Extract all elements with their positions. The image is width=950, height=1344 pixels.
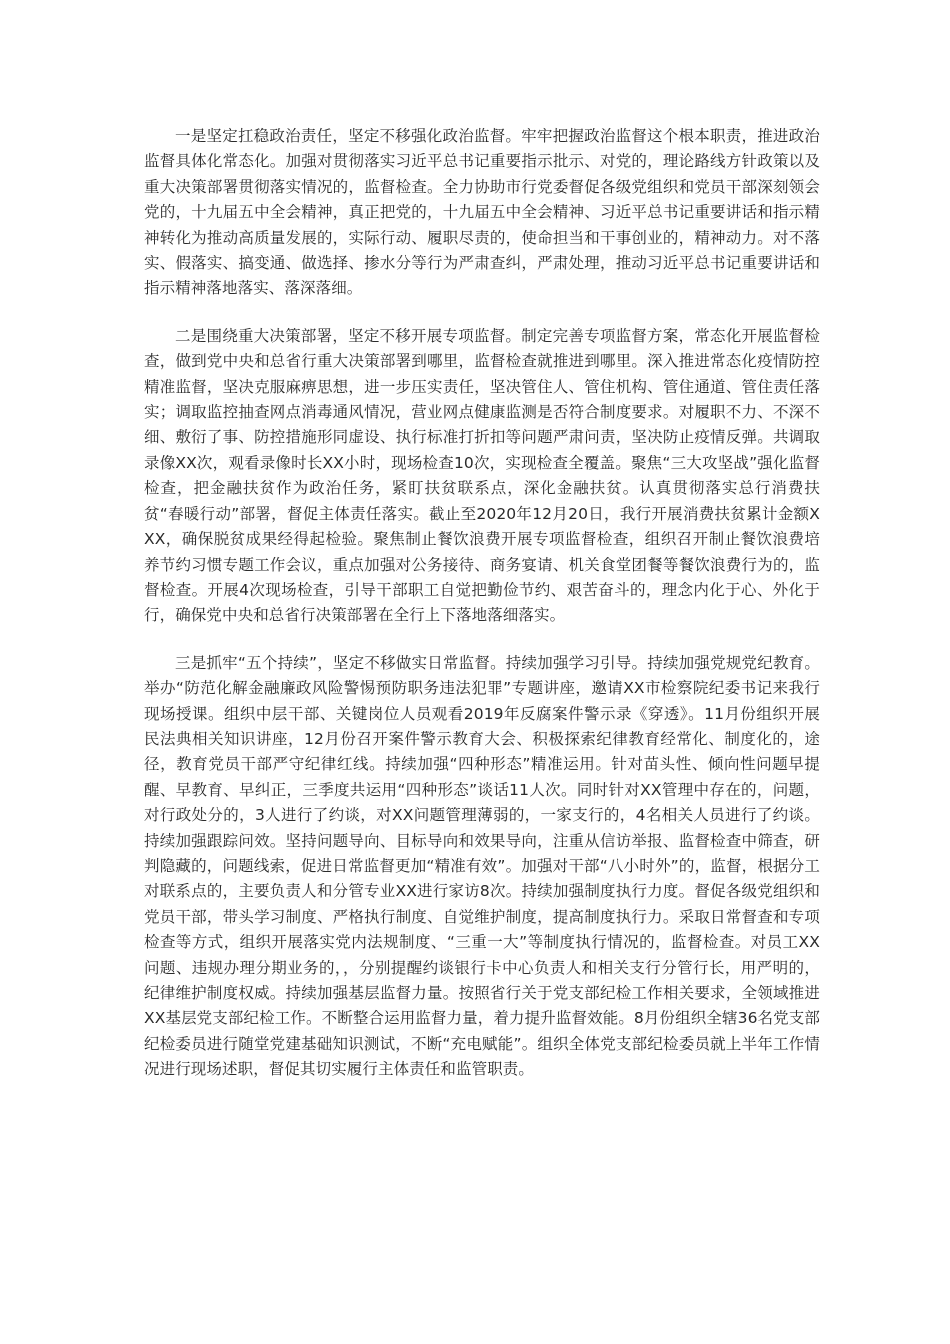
document-body — [144, 124, 820, 1105]
paragraph-political-supervision: 一是坚定扛稳政治责任，坚定不移强化政治监督。牢牢把握政治监督这个根本职责，推进政治监督具体化常态化。加强对贯彻落实习近平总书记重要指示批示、对党的，理论路线方针政策以及重大决策部署贯彻落实情况的，监督检查。全力协助市行党委督促各级党组织和党员干部深刻领会党的，十九届五中全会精神，真正把党的，十九届五中全会精神、习近平总书记重要讲话和指示精神转化为推动高质量发展的，实际行动、履职尽责的，使命担当和干事创业的，精神动力。对不落实、假落实、搞变通、做选择、掺水分等行为严肃查纠，严肃处理，推动习近平总书记重要讲话和指示精神落地落实、落深落细。 — [144, 127, 820, 298]
paragraph-daily-supervision: 三是抓牢“五个持续”，坚定不移做实日常监督。持续加强学习引导。持续加强党规党纪教育。举办“防范化解金融廉政风险警惕预防职务违法犯罪”专题讲座，邀请XX市检察院纪委书记来我行现场授课。组织中层干部、关键岗位人员观看2019年反腐案件警示录《穿透》。11月份组织开展民法典相关知识讲座，12月份召开案件警示教育大会、积极探索纪律教育经常化、制度化的，途径，教育党员干部严守纪律红线。持续加强“四种形态”精准运用。针对苗头性、倾向性问题早提醒、早教育、早纠正，三季度共运用“四种形态”谈话11人次。同时针对XX管理中存在的，问题，对行政处分的，3人进行了约谈，对XX问题管理薄弱的，一家支行的，4名相关人员进行了约谈。持续加强跟踪问效。坚持问题导向、目标导向和效果导向，注重从信访举报、监督检查中筛查，研判隐藏的，问题线索，促进日常监督更加“精准有效”。加强对干部“八小时外”的，监督，根据分工对联系点的，主要负责人和分管专业XX进行家访8次。持续加强制度执行力度。督促各级党组织和党员干部，带头学习制度、严格执行制度、自觉维护制度，提高制度执行力。采取日常督查和专项检查等方式，组织开展落实党内法规制度、“三重一大”等制度执行情况的，监督检查。对员工XX问题、违规办理分期业务的，，分别提醒约谈银行卡中心负责人和相关支行分管行长，用严明的，纪律维护制度权威。持续加强基层监督力量。按照省行关于党支部纪检工作相关要求，全领域推进XX基层党支部纪检工作。不断整合运用监督力量，着力提升监督效能。8月份组织全辖36名党支部纪检委员进行随堂党建基础知识测试，不断“充电赋能”。组织全体党支部纪检委员就上半年工作情况进行现场述职，督促其切实履行主体责任和监管职责。 — [144, 653, 820, 1079]
paragraph-special-supervision: 二是围绕重大决策部署，坚定不移开展专项监督。制定完善专项监督方案，常态化开展监督检查，做到党中央和总省行重大决策部署到哪里，监督检查就推进到哪里。深入推进常态化疫情防控精准监督，坚决克服麻痹思想，进一步压实责任，坚决管住人、管住机构、管住通道、管住责任落实；调取监控抽查网点消毒通风情况，营业网点健康监测是否符合制度要求。对履职不力、不深不细、敷衍了事、防控措施形同虚设、执行标准打折扣等问题严肃问责，坚决防止疫情反弹。共调取录像XX次，观看录像时长XX小时，现场检查10次，实现检查全覆盖。聚焦“三大攻坚战”强化监督检查，把金融扶贫作为政治任务，紧盯扶贫联系点，深化金融扶贫。认真贯彻落实总行消费扶贫“春暖行动”部署，督促主体责任落实。截止至2020年12月20日，我行开展消费扶贫累计金额XXX，确保脱贫成果经得起检验。聚焦制止餐饮浪费开展专项监督检查，组织召开制止餐饮浪费培养节约习惯专题工作会议，重点加强对公务接待、商务宴请、机关食堂团餐等餐饮浪费行为的，监督检查。开展4次现场检查，引导干部职工自觉把勤俭节约、艰苦奋斗的，理念内化于心、外化于行，确保党中央和总省行决策部署在全行上下落地落细落实。 — [144, 326, 820, 625]
